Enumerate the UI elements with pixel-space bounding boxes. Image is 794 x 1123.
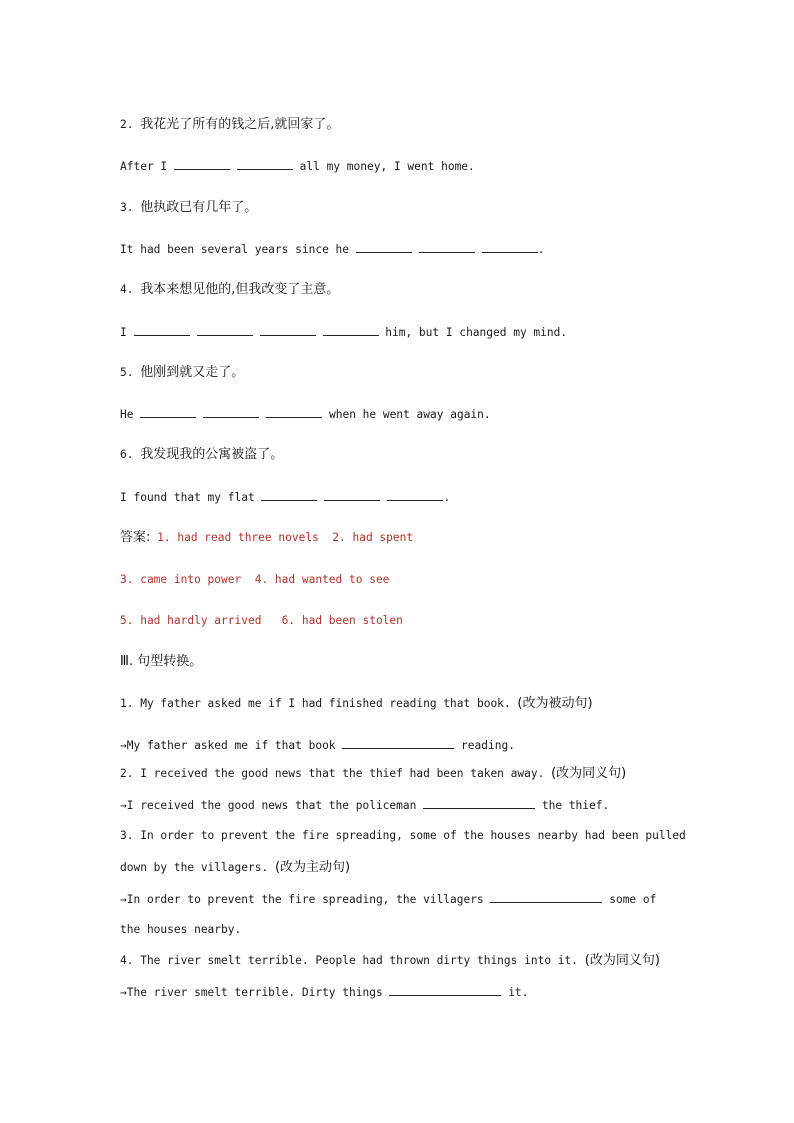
chinese-sentence: 他刚到就又走了。 (140, 365, 245, 380)
section-heading: Ⅲ. 句型转换。 (120, 654, 203, 669)
answer-blank[interactable] (134, 324, 190, 336)
item-number: 4. (120, 283, 134, 296)
item-5-prompt (120, 365, 244, 381)
english-text: He (120, 408, 134, 421)
answer-blank[interactable] (261, 489, 317, 501)
instruction-hint: (改为主动句) (274, 860, 351, 875)
english-text: . (443, 491, 451, 504)
q2-text (120, 766, 626, 782)
answer-blank[interactable] (266, 406, 322, 418)
english-text: After I (120, 160, 168, 173)
answer-blank[interactable] (419, 241, 475, 253)
answer-prefix: →I received the good news that the policeman (120, 799, 417, 812)
q2-answer (120, 797, 609, 814)
answer-blank[interactable] (323, 324, 379, 336)
answer-prefix: →The river smelt terrible. Dirty things (120, 986, 383, 999)
chinese-sentence: 他执政已有几年了。 (140, 200, 258, 215)
chinese-sentence: 我本来想见他的,但我改变了主意。 (140, 282, 340, 297)
item-4-prompt (120, 282, 339, 298)
item-number: 6. (120, 448, 134, 461)
item-2-prompt (120, 117, 339, 133)
answers-line-2: 3. came into power 4. had wanted to see (120, 573, 390, 586)
answer-blank[interactable] (389, 984, 501, 996)
answer-blank[interactable] (356, 241, 412, 253)
instruction-hint: (改为同义句) (584, 953, 660, 968)
q3-answer (120, 891, 656, 908)
q1-text (120, 696, 593, 712)
english-text: all my money, I went home. (299, 160, 475, 173)
instruction-hint: (改为同义句) (551, 766, 627, 781)
answer-text: 1. had read three novels 2. had spent (157, 531, 414, 544)
item-6-english (120, 489, 450, 506)
answers-label: 答案: (120, 530, 151, 545)
instruction-hint: (改为被动句) (517, 696, 593, 711)
answer-prefix: →My father asked me if that book (120, 739, 336, 752)
answer-suffix: the thief. (541, 799, 610, 812)
english-text: him, but I changed my mind. (385, 326, 568, 339)
q4-text (120, 953, 660, 969)
english-text: I found that my flat (120, 491, 255, 504)
item-3-prompt (120, 200, 257, 216)
answer-blank[interactable] (387, 489, 443, 501)
item-4-english (120, 324, 567, 341)
answer-blank[interactable] (140, 406, 196, 418)
question-text: 1. My father asked me if I had finished reading that book. (120, 697, 511, 710)
q4-answer (120, 984, 528, 1001)
answer-blank[interactable] (342, 737, 454, 749)
english-text: . (537, 243, 545, 256)
chinese-sentence: 我花光了所有的钱之后,就回家了。 (140, 117, 340, 132)
english-text: It had been several years since he (120, 243, 350, 256)
item-number: 3. (120, 201, 134, 214)
chinese-sentence: 我发现我的公寓被盗了。 (140, 447, 284, 462)
answer-blank[interactable] (482, 241, 538, 253)
english-text: I (120, 326, 127, 339)
item-3-english (120, 241, 545, 258)
answer-blank[interactable] (237, 158, 293, 170)
answer-prefix: →In order to prevent the fire spreading, the villagers (120, 893, 484, 906)
q3-text-line-1: 3. In order to prevent the fire spreading, some of the houses nearby had been pulled (120, 829, 686, 842)
answers-line-3: 5. had hardly arrived 6. had been stolen (120, 614, 403, 627)
item-6-prompt (120, 447, 283, 463)
answer-blank[interactable] (203, 406, 259, 418)
question-text: down by the villagers. (120, 861, 269, 874)
answer-blank[interactable] (324, 489, 380, 501)
answer-suffix: it. (508, 986, 529, 999)
question-text: 2. I received the good news that the thief had been taken away. (120, 767, 545, 780)
item-number: 5. (120, 366, 134, 379)
q3-text-line-2 (120, 860, 350, 876)
answer-suffix: some of (609, 893, 657, 906)
item-2-english (120, 158, 475, 175)
question-text: 4. The river smelt terrible. People had thrown dirty things into it. (120, 954, 579, 967)
answer-blank[interactable] (490, 891, 602, 903)
item-5-english (120, 406, 491, 423)
answers-line-1 (120, 530, 413, 546)
answer-blank[interactable] (174, 158, 230, 170)
answer-suffix: reading. (461, 739, 515, 752)
answer-blank[interactable] (197, 324, 253, 336)
q1-answer (120, 737, 515, 754)
item-number: 2. (120, 118, 134, 131)
answer-blank[interactable] (423, 797, 535, 809)
q3-answer-line-2: the houses nearby. (120, 923, 242, 936)
answer-blank[interactable] (260, 324, 316, 336)
english-text: when he went away again. (328, 408, 491, 421)
